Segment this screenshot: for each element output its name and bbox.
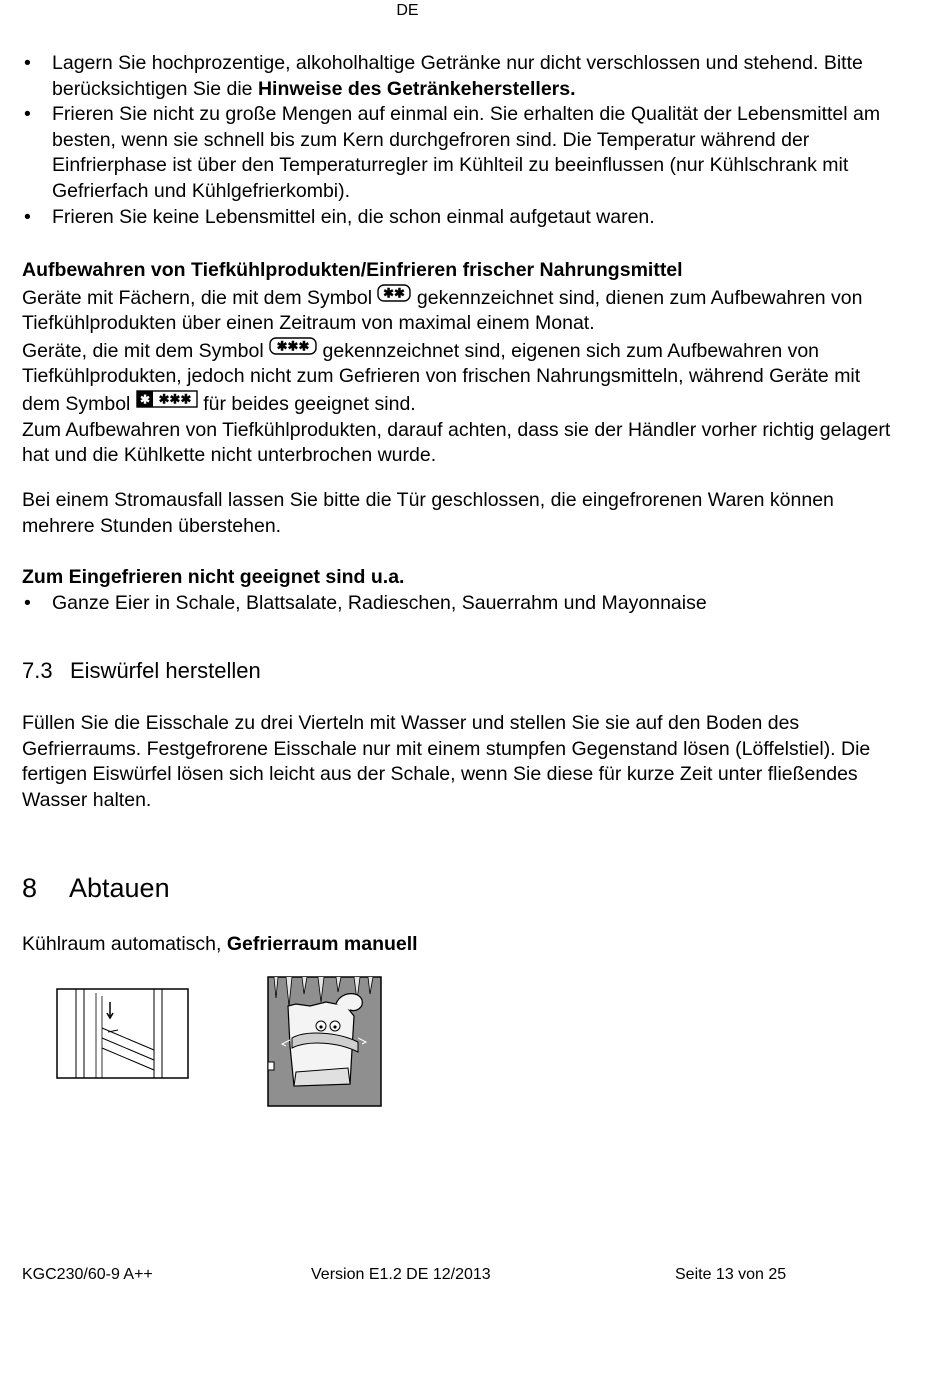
footer-version: Version E1.2 DE 12/2013	[311, 1266, 491, 1283]
storage-paragraph-3: Zum Aufbewahren von Tiefkühlprodukten, darauf achten, dass sie der Händler vorher richtig gelagert hat und die Kühlkette nicht unterbrochen wurde.	[22, 418, 891, 467]
svg-text:✱✱: ✱✱	[383, 285, 406, 301]
svg-text:✱: ✱	[139, 392, 150, 407]
not-suitable-list	[22, 591, 902, 617]
manufacturer-notes-emphasis: Hinweise des Getränkeherstellers.	[257, 77, 576, 100]
section-title: Abtauen	[69, 873, 170, 903]
footer-page-number: Seite 13 von 25	[675, 1266, 787, 1283]
storage-paragraph-1: Geräte mit Fächern, die mit dem Symbol ✱✱ gekennzeichnet sind, dienen zum Aufbewahren von Tiefkühlprodukten über einen Zeitraum von maximal einem Monat.	[22, 285, 863, 335]
defrost-subtitle: Kühlraum automatisch, Gefrierraum manuell	[22, 933, 418, 955]
power-outage-paragraph: Bei einem Stromausfall lassen Sie bitte die Tür geschlossen, die eingefrorenen Waren können mehrere Stunden überstehen.	[22, 489, 834, 537]
four-star-symbol-icon	[136, 390, 198, 416]
storage-heading: Aufbewahren von Tiefkühlprodukten/Einfrieren frischer Nahrungsmittel	[22, 259, 683, 281]
two-star-symbol-icon	[377, 284, 411, 310]
footer-model: KGC230/60-9 A++	[22, 1266, 153, 1283]
not-suitable-heading: Zum Eingefrieren nicht geeignet sind u.a.	[22, 566, 405, 588]
list-item: • Lagern Sie hochprozentige, alkoholhaltige Getränke nur dicht verschlossen und stehend. Bitte berücksichtigen Sie die Hinweise des Getränkeherstellers.	[24, 52, 863, 100]
section-title: Eiswürfel herstellen	[70, 658, 261, 683]
svg-text:✱✱✱: ✱✱✱	[158, 391, 192, 407]
list-item: • Frieren Sie nicht zu große Mengen auf einmal ein. Sie erhalten die Qualität der Lebensmittel am besten, wenn sie schnell bis zum Kern durchgefroren sind. Die Temperatur während der Einfrierphase ist über den Temperaturregler im Kühlteil zu beeinflussen (nur Kühlschrank mit Gefrierfach und Kühlgefrierkombi).	[24, 103, 881, 202]
three-star-symbol-icon	[269, 337, 317, 363]
intro-bullet-list	[22, 51, 902, 230]
list-item: • Frieren Sie keine Lebensmittel ein, die schon einmal aufgetaut waren.	[22, 205, 902, 231]
bullet-icon: •	[24, 205, 31, 228]
storage-section	[22, 258, 902, 469]
bullet-icon: •	[24, 103, 31, 126]
section-7-3-heading	[22, 658, 261, 684]
freezer-manual-defrost-illustration	[266, 976, 384, 1113]
svg-text:✱✱✱: ✱✱✱	[276, 338, 310, 354]
page-header-language: DE	[396, 2, 419, 19]
storage-paragraph-2: Geräte, die mit dem Symbol ✱✱✱ gekennzeichnet sind, eigenen sich zum Aufbewahren von Tiefkühlprodukten, jedoch nicht zum Gefrieren von frischen Nahrungsmitteln, während Geräte mit dem Symbol ✱ ✱✱✱ für beides geeignet sind.	[22, 338, 861, 415]
ice-cube-paragraph: Füllen Sie die Eisschale zu drei Vierteln mit Wasser und stellen Sie sie auf den Boden des Gefrierraums. Festgefrorene Eisschale nur mit einem stumpfen Gegenstand lösen (Löffelstiel). Die fertigen Eiswürfel lösen sich leicht aus der Schale, wenn Sie diese für kurze Zeit unter fließendes Wasser halten.	[22, 712, 871, 811]
bullet-icon: •	[24, 592, 31, 614]
list-item: • Ganze Eier in Schale, Blattsalate, Radieschen, Sauerrahm und Mayonnaise	[22, 591, 902, 617]
section-number: 8	[22, 873, 38, 903]
section-number: 7.3	[22, 658, 53, 683]
bullet-icon: •	[24, 52, 31, 74]
fridge-auto-defrost-illustration	[56, 988, 190, 1085]
section-8-heading	[22, 873, 170, 904]
